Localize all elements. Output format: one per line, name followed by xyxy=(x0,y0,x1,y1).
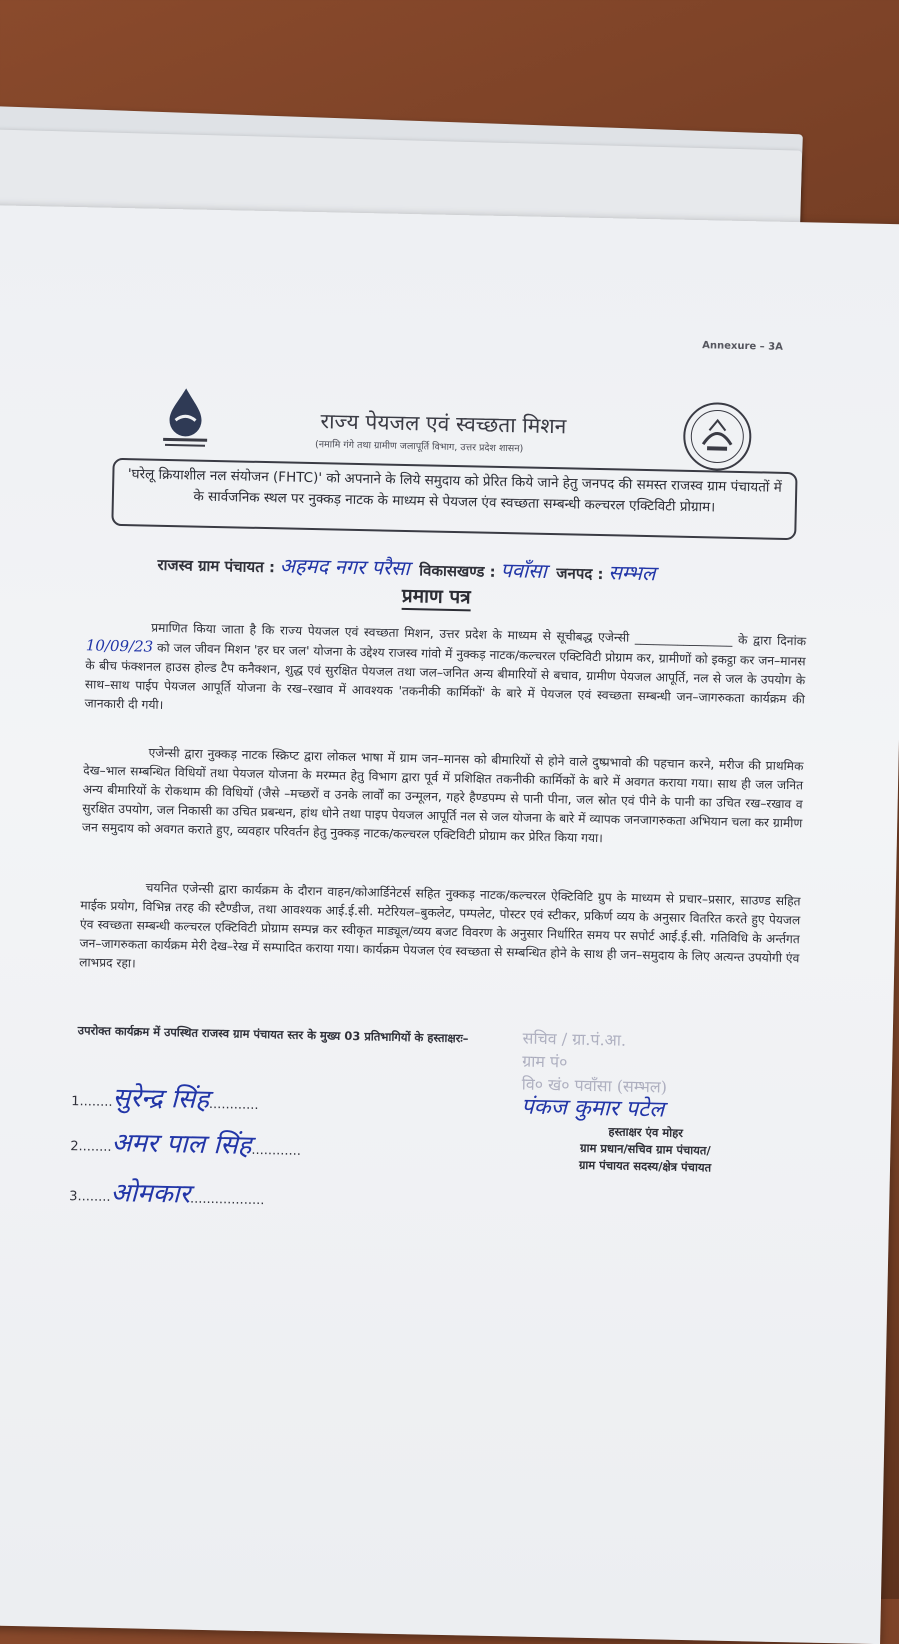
participant-signature: 2........अमर पाल सिंह............ xyxy=(70,1127,302,1161)
stamp-line-3: वि० खं० पवाँसा (सम्भल) xyxy=(521,1074,668,1097)
official-line-3: ग्राम पंचायत सदस्य/क्षेत्र पंचायत xyxy=(578,1157,712,1175)
paragraph-3 xyxy=(79,877,801,987)
district-label: जनपद : xyxy=(556,564,604,584)
annexure-label: Annexure – 3A xyxy=(702,340,784,353)
panchayat-value: अहमद नगर परैसा xyxy=(279,553,411,581)
panchayat-label: राजस्व ग्राम पंचायत : xyxy=(157,555,276,577)
participants-heading: उपरोक्त कार्यक्रम में उपस्थित राजस्व ग्राम पंचायत स्तर के मुख्य 03 प्रतिभागियों के हस्ताक्षरः– xyxy=(77,1023,469,1046)
participant-name: ओमकार xyxy=(110,1177,191,1210)
paragraph-3-text: चयनित एजेन्सी द्वारा कार्यक्रम के दौरान वाहन/कोआर्डिनेटर्स सहित नुक्कड़ नाटक/कल्चरल ऐक्टिविटि ग्रुप के माध्यम से प्रचार–प्रसार, साउण्ड सहित माईक प्रयोग, विभिन्न तरह की स्टैण्डीज, तथा आवश्यक आई.ई.सी. मटेरियल–बुकलेट, पम्पलेट, पोस्टर एवं स्टीकर, प्रकिर्ण व्यय के अनुसार वितरित करते हुए पेयजल एंव स्वच्छता सम्बन्धी कल्चरल एक्टिविटी प्रोग्राम सम्पन्न कर स्वीकृत माड्यूल/व्यय बजट विवरण के अनुसार निर्धारित समय पर सपोर्ट आई.ई.सी. गतिविधि के अर्न्तगत जन–जागरुकता कार्यक्रम मेरी देख–रेख में सम्पादित कराया गया। कार्यक्रम पेयजल एंव स्वच्छता से सम्बन्धित होने के साथ ही जन–समुदाय के लिए अत्यन्त उपयोगी एंव लाभप्रद रहा। xyxy=(79,880,801,971)
program-date: 10/09/23 xyxy=(85,636,154,656)
location-fields xyxy=(157,549,655,586)
jal-jeevan-mission-logo xyxy=(155,384,216,455)
participant-name: अमर पाल सिंह xyxy=(111,1127,252,1161)
official-line-2: ग्राम प्रधान/सचिव ग्राम पंचायत/ xyxy=(579,1140,711,1158)
official-signature: पंकज कुमार पटेल xyxy=(520,1094,665,1123)
official-stamp xyxy=(521,1027,723,1123)
program-description-box: 'घरेलू क्रियाशील नल संयोजन (FHTC)' को अपनाने के लिये समुदाय को प्रेरित किये जाने हेतु जनपद की समस्त राजस्व ग्राम पंचायतों में के सार्वजनिक स्थल पर नुक्कड़ नाटक के माध्यम से पेयजल एंव स्वच्छता सम्बन्धी कल्चरल एक्टिविटी प्रोग्राम। xyxy=(111,458,797,540)
certificate-title: प्रमाण पत्र xyxy=(402,582,471,611)
up-government-seal-icon xyxy=(681,400,754,473)
document-page xyxy=(0,205,899,1644)
paragraph-1-a: प्रमाणित किया जाता है कि राज्य पेयजल एवं स्वच्छता मिशन, उत्तर प्रदेश के माध्यम से सूचीबद्ध एजेन्सी ________________ के द्वारा दिनांक xyxy=(151,620,807,649)
participant-number: 2. xyxy=(70,1139,83,1155)
paragraph-2-text: एजेन्सी द्वारा नुक्कड़ नाटक स्क्रिप्ट द्वारा लोकल भाषा में ग्राम जन–मानस को बीमारियों से होने वाले दुष्प्रभावो की पहचान करने, मरीज की प्राथमिक देख–भाल सम्बन्धित विधियों तथा पेयजल योजना के मरम्मत हेतु विभाग द्वारा पूर्व में प्रशिक्षित तकनीकी कार्मिकों के बारे में अवगत कराया गया। साथ ही जल जनित अन्य बीमारियों के रोकथाम की विधियों (जैसे –मच्छरों व उनके लार्वों का उन्मूलन, गहरे हैण्डपम्प से पानी पीना, जल स्रोत एवं पीने के पानी का उचित रख–रखाव व सुरक्षित उपयोग, जल निकासी का उचित प्रबन्धन, हांथ धोने तथा पाइप पेयजल आपूर्ति नल से जल योजना के बारे में व्यापक जनजागरुकता अभियान चला कर ग्रामीण जन समुदाय को अवगत कराते हुए, व्यवहार परिवर्तन हेतु नुक्कड़ नाटक/कल्चरल एक्टिविटी प्रोग्राम कर प्रेरित किया गया। xyxy=(81,745,804,846)
mission-title: राज्य पेयजल एवं स्वच्छता मिशन xyxy=(320,409,567,439)
block-value: पवाँसा xyxy=(500,557,548,583)
paragraph-1-b: को जल जीवन मिशन 'हर घर जल' योजना के उद्देश्य राजस्व गांवो में नुक्कड़ नाटक/कल्चरल एक्टिविटी प्रोग्राम कर, ग्रामीणों को इकट्ठा कर जन–मानस के बीच फंक्शनल हाउस होल्ड टैप कनैक्शन, शुद्ध एवं सुरक्षित पेयजल तथा जल–जनित अन्य बीमारियों से बचाव, ग्रामीण पेयजल आपूर्ति, नल से जल के उपयोग के साथ–साथ पाईप पेयजल आपूर्ति योजना के रख–रखाव में आवश्यक 'तकनीकी कार्मिकों' के बारे में पेयजल एवं स्वच्छता सम्बन्धी जन–जागरुकता कार्यक्रम की जानकारी दी गयी। xyxy=(84,640,806,712)
participant-number: 1. xyxy=(71,1094,84,1110)
official-line-1: हस्ताक्षर एंव मोहर xyxy=(608,1124,684,1140)
participant-name: सुरेन्द्र सिंह xyxy=(112,1082,210,1115)
participant-signature: 3........ओमकार.................. xyxy=(69,1177,265,1210)
participant-number: 3. xyxy=(69,1189,82,1205)
district-value: सम्भल xyxy=(608,560,656,586)
official-designation xyxy=(550,1122,741,1177)
stamp-line-1: सचिव / ग्रा.पं.आ. xyxy=(522,1028,627,1050)
participant-signature: 1........सुरेन्द्र सिंह............ xyxy=(71,1082,259,1115)
mission-subtitle: (नमामि गंगे तथा ग्रामीण जलापूर्ति विभाग, उत्तर प्रदेश शासन) xyxy=(314,439,524,455)
block-label: विकासखण्ड : xyxy=(419,561,496,581)
paragraph-1 xyxy=(84,617,806,728)
paragraph-2 xyxy=(82,742,804,852)
stamp-line-2: ग्राम पं० xyxy=(521,1051,568,1072)
